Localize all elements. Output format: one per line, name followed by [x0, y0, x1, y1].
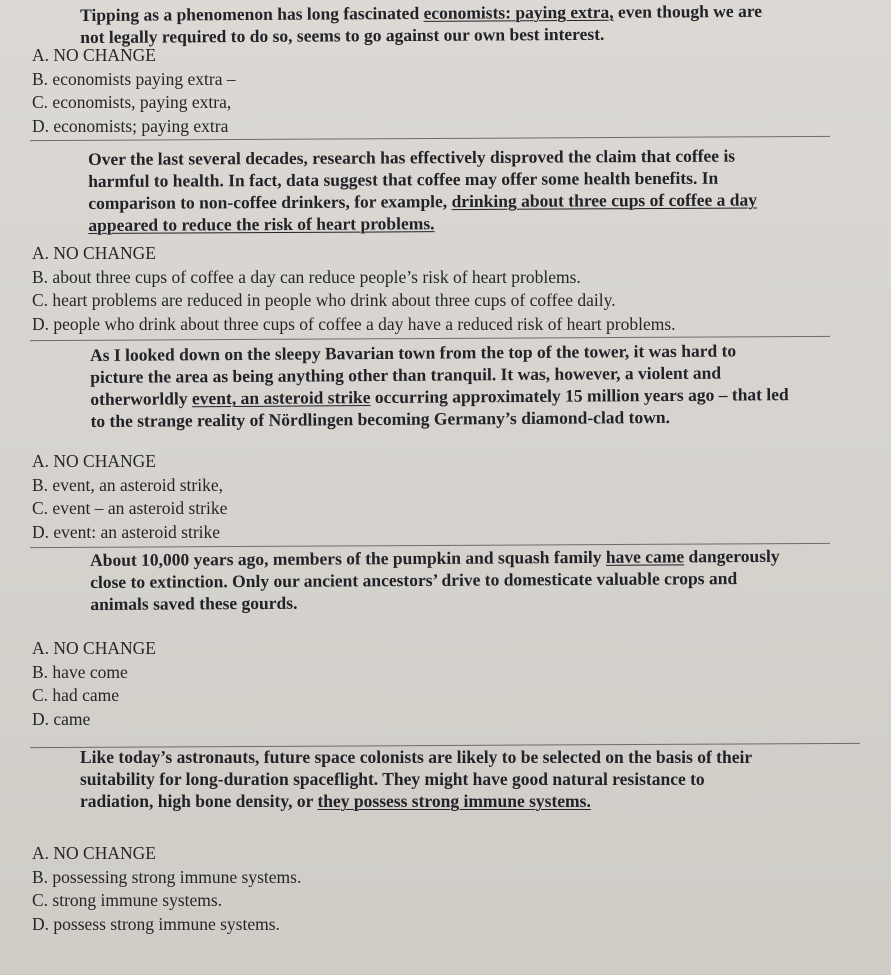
question-stem	[88, 144, 757, 236]
text-segment: not legally required to do so, seems to go against our own best interest.	[80, 23, 605, 47]
text-segment: picture the area as being anything other than tranquil. It was, however, a violent and	[90, 362, 722, 387]
stem-line	[90, 567, 780, 593]
answer-option-c: C. had came	[32, 685, 119, 705]
stem-line	[80, 768, 752, 790]
answer-option-b: B. event, an asteroid strike,	[32, 474, 223, 495]
text-segment: even though we are	[613, 0, 763, 22]
question-stem	[80, 746, 752, 812]
stem-line	[80, 746, 752, 768]
underlined-segment: drinking about three cups of coffee a day	[451, 189, 758, 212]
text-segment: animals saved these gourds.	[90, 592, 298, 614]
text-segment: close to extinction. Only our ancient ancestors’ drive to domesticate valuable crops and	[90, 568, 738, 592]
stem-line	[80, 0, 762, 26]
underlined-segment: they possess strong immune systems.	[317, 791, 591, 811]
answer-option-c: C. economists, paying extra,	[32, 92, 232, 112]
answer-option-a: A. NO CHANGE	[32, 843, 156, 863]
stem-line	[90, 405, 788, 432]
stem-line	[80, 790, 752, 812]
text-segment: comparison to non-coffee drinkers, for example,	[88, 191, 452, 213]
question-stem	[80, 0, 762, 48]
text-segment: suitability for long-duration spaceflight. They might have good natural resistance to	[80, 769, 705, 789]
answer-option-d: D. event: an asteroid strike	[32, 521, 221, 542]
text-segment: About 10,000 years ago, members of the pumpkin and squash family	[90, 546, 606, 570]
text-segment: to the strange reality of Nördlingen becoming Germany’s diamond-clad town.	[90, 406, 671, 431]
answer-option-a: A. NO CHANGE	[32, 638, 156, 658]
text-segment: dangerously	[684, 545, 780, 567]
answer-option-b: B. possessing strong immune systems.	[32, 866, 302, 887]
text-segment: Like today’s astronauts, future space colonists are likely to be selected on the basis of their	[80, 747, 753, 767]
answer-option-a: A. NO CHANGE	[32, 243, 156, 263]
text-segment: Tipping as a phenomenon has long fascinated	[80, 2, 424, 25]
text-segment: occurring approximately 15 million years ago – that led	[370, 384, 789, 408]
text-segment: As I looked down on the sleepy Bavarian town from the top of the tower, it was hard to	[90, 340, 737, 365]
underlined-segment: economists: paying extra,	[423, 1, 614, 23]
stem-line	[88, 188, 757, 214]
question-stem	[90, 545, 780, 615]
text-segment: otherworldly	[90, 388, 193, 409]
answer-option-c: C. strong immune systems.	[32, 890, 223, 910]
answer-option-d: D. possess strong immune systems.	[32, 913, 280, 934]
text-segment: Over the last several decades, research has effectively disproved the claim that coffee is	[88, 145, 736, 169]
answer-option-a: A. NO CHANGE	[32, 451, 156, 471]
answer-option-d: D. people who drink about three cups of coffee a day have a reduced risk of heart problems.	[32, 313, 676, 334]
stem-line	[90, 589, 780, 615]
stem-line	[80, 22, 762, 48]
text-segment: radiation, high bone density, or	[80, 791, 318, 811]
text-segment: harmful to health. In fact, data suggest that coffee may offer some health benefits. In	[88, 167, 719, 191]
answer-option-c: C. event – an asteroid strike	[32, 498, 228, 518]
answer-option-b: B. economists paying extra –	[32, 68, 236, 89]
underlined-segment: event, an asteroid strike	[191, 387, 371, 409]
answer-option-a: A. NO CHANGE	[32, 45, 156, 65]
answer-option-b: B. have come	[32, 661, 128, 682]
question-stem	[90, 339, 789, 432]
answer-option-d: D. economists; paying extra	[32, 115, 229, 136]
underlined-segment: appeared to reduce the risk of heart problems.	[88, 213, 435, 235]
stem-line	[88, 210, 757, 236]
answer-option-b: B. about three cups of coffee a day can reduce people’s risk of heart problems.	[32, 266, 581, 287]
answer-option-c: C. heart problems are reduced in people who drink about three cups of coffee daily.	[32, 290, 616, 310]
separator-rule	[30, 136, 830, 141]
answer-option-d: D. came	[32, 708, 91, 729]
underlined-segment: have came	[605, 546, 685, 567]
